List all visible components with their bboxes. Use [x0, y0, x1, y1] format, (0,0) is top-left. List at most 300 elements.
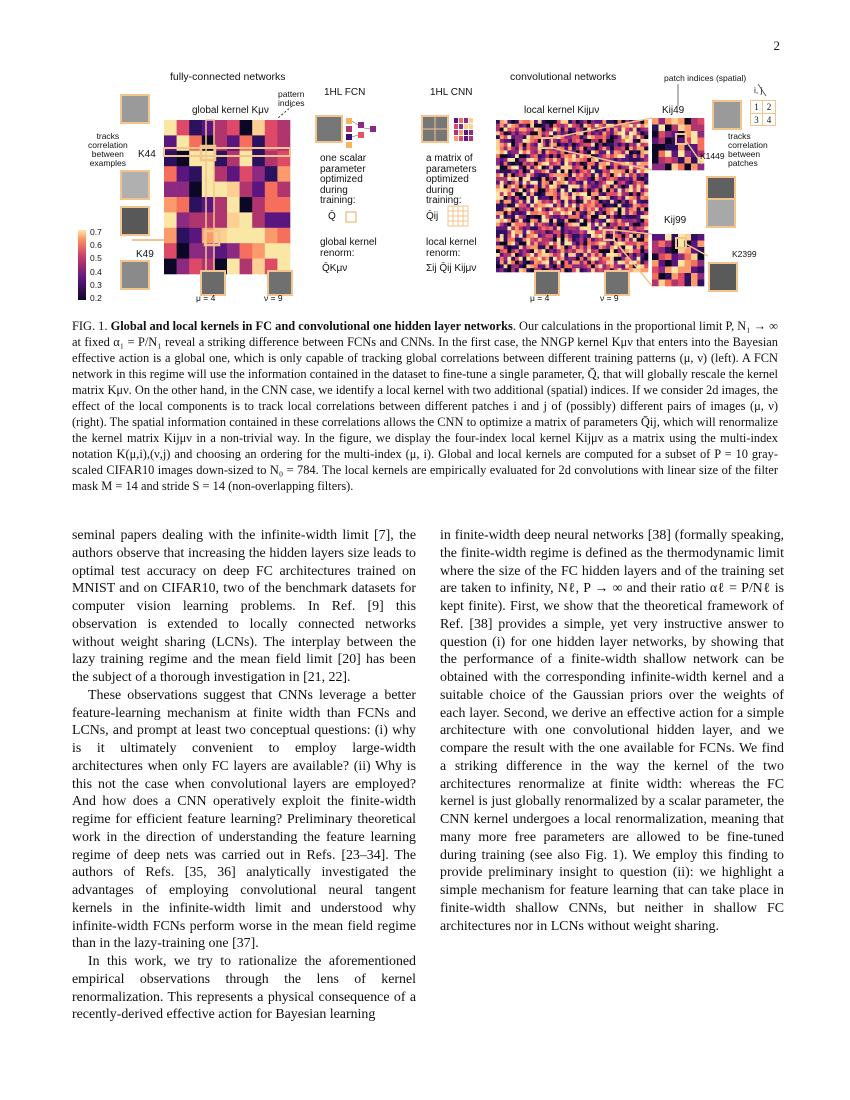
heatmap-cell — [564, 124, 568, 128]
heatmap-cell — [496, 261, 500, 265]
heatmap-cell — [625, 204, 629, 208]
heatmap-cell — [526, 166, 530, 170]
heatmap-cell — [553, 211, 557, 215]
heatmap-cell — [587, 188, 591, 192]
figure-caption — [72, 318, 778, 494]
heatmap-cell — [534, 196, 538, 200]
heatmap-cell — [580, 169, 584, 173]
heatmap-cell — [500, 268, 504, 272]
heatmap-cell — [507, 219, 511, 223]
heatmap-cell — [553, 131, 557, 135]
heatmap-cell — [519, 166, 523, 170]
heatmap-cell — [519, 124, 523, 128]
heatmap-cell — [595, 169, 599, 173]
heatmap-cell — [625, 135, 629, 139]
heatmap-cell — [538, 128, 542, 132]
heatmap-cell — [629, 181, 633, 185]
heatmap-cell — [504, 257, 508, 261]
heatmap-cell — [644, 215, 648, 219]
heatmap-cell — [637, 150, 641, 154]
heatmap-cell — [523, 150, 527, 154]
heatmap-cell — [534, 211, 538, 215]
heatmap-cell — [214, 182, 227, 198]
heatmap-cell — [606, 192, 610, 196]
heatmap-cell — [202, 151, 215, 167]
heatmap-cell — [507, 173, 511, 177]
heatmap-cell — [610, 143, 614, 147]
heatmap-cell — [580, 211, 584, 215]
heatmap-cell — [557, 211, 561, 215]
heatmap-cell — [614, 166, 618, 170]
heatmap-cell — [640, 154, 644, 158]
heatmap-cell — [549, 238, 553, 242]
heatmap-cell — [576, 219, 580, 223]
heatmap-cell — [599, 131, 603, 135]
heatmap-cell — [591, 223, 595, 227]
heatmap-cell — [511, 226, 515, 230]
heatmap-cell — [606, 162, 610, 166]
heatmap-cell — [557, 143, 561, 147]
heatmap-cell — [640, 173, 644, 177]
heatmap-cell — [549, 261, 553, 265]
heatmap-cell — [614, 215, 618, 219]
heatmap-cell — [523, 204, 527, 208]
heatmap-cell — [637, 242, 641, 246]
heatmap-cell — [542, 177, 546, 181]
heatmap-cell — [538, 120, 542, 124]
heatmap-cell — [610, 196, 614, 200]
heatmap-cell — [591, 230, 595, 234]
heatmap-cell — [545, 238, 549, 242]
heatmap-cell — [500, 192, 504, 196]
heatmap-cell — [553, 150, 557, 154]
heatmap-cell — [523, 230, 527, 234]
heatmap-cell — [583, 139, 587, 143]
k99-23-label: K2399 — [732, 249, 757, 259]
heatmap-cell — [177, 228, 190, 244]
heatmap-cell — [526, 257, 530, 261]
heatmap-cell — [637, 238, 641, 242]
heatmap-cell — [576, 120, 580, 124]
heatmap-cell — [177, 166, 190, 182]
heatmap-cell — [523, 158, 527, 162]
heatmap-cell — [576, 226, 580, 230]
heatmap-cell — [621, 207, 625, 211]
heatmap-cell — [629, 139, 633, 143]
heatmap-cell — [564, 173, 568, 177]
heatmap-cell — [538, 162, 542, 166]
heatmap-cell — [553, 158, 557, 162]
heatmap-cell — [538, 204, 542, 208]
heatmap-cell — [557, 131, 561, 135]
heatmap-cell — [511, 120, 515, 124]
heatmap-cell — [500, 264, 504, 268]
heatmap-cell — [164, 151, 177, 167]
heatmap-cell — [625, 261, 629, 265]
heatmap-cell — [629, 264, 633, 268]
heatmap-cell — [576, 257, 580, 261]
heatmap-cell — [572, 261, 576, 265]
heatmap-cell — [640, 249, 644, 253]
heatmap-cell — [564, 242, 568, 246]
heatmap-cell — [572, 242, 576, 246]
heatmap-cell — [621, 223, 625, 227]
heatmap-cell — [568, 226, 572, 230]
heatmap-cell — [549, 242, 553, 246]
heatmap-cell — [507, 226, 511, 230]
mu-label-right: μ = 4 — [530, 293, 550, 303]
heatmap-cell — [614, 196, 618, 200]
heatmap-cell — [534, 185, 538, 189]
heatmap-cell — [568, 162, 572, 166]
heatmap-cell — [564, 253, 568, 257]
heatmap-cell — [511, 150, 515, 154]
heatmap-cell — [633, 219, 637, 223]
heatmap-cell — [599, 166, 603, 170]
heatmap-cell — [530, 139, 534, 143]
heatmap-cell — [504, 128, 508, 132]
heatmap-cell — [614, 257, 618, 261]
heatmap-cell — [507, 200, 511, 204]
heatmap-cell — [637, 162, 641, 166]
heatmap-cell — [599, 200, 603, 204]
heatmap-cell — [500, 128, 504, 132]
heatmap-cell — [523, 196, 527, 200]
heatmap-cell — [625, 124, 629, 128]
heatmap-cell — [595, 230, 599, 234]
heatmap-cell — [672, 151, 679, 158]
heatmap-cell — [614, 192, 618, 196]
heatmap-cell — [496, 268, 500, 272]
heatmap-cell — [587, 196, 591, 200]
heatmap-cell — [530, 249, 534, 253]
heatmap-cell — [618, 128, 622, 132]
heatmap-cell — [587, 124, 591, 128]
fc-title: fully-connected networks — [170, 71, 286, 83]
heatmap-cell — [530, 131, 534, 135]
heatmap-cell — [564, 147, 568, 151]
heatmap-cell — [580, 192, 584, 196]
heatmap-cell — [515, 257, 519, 261]
heatmap-cell — [534, 253, 538, 257]
heatmap-cell — [515, 147, 519, 151]
heatmap-cell — [691, 138, 698, 145]
heatmap-cell — [618, 215, 622, 219]
heatmap-cell — [610, 192, 614, 196]
heatmap-cell — [511, 268, 515, 272]
heatmap-cell — [568, 257, 572, 261]
heatmap-cell — [618, 192, 622, 196]
heatmap-cell — [672, 144, 679, 151]
heatmap-cell — [583, 188, 587, 192]
heatmap-cell — [534, 242, 538, 246]
heatmap-cell — [599, 188, 603, 192]
heatmap-cell — [606, 253, 610, 257]
q-ij-grid — [448, 206, 468, 226]
heatmap-cell — [534, 223, 538, 227]
heatmap-cell — [507, 154, 511, 158]
heatmap-cell — [549, 264, 553, 268]
heatmap-cell — [511, 147, 515, 151]
heatmap-cell — [583, 143, 587, 147]
heatmap-cell — [523, 181, 527, 185]
heatmap-cell — [526, 173, 530, 177]
heatmap-cell — [618, 200, 622, 204]
heatmap-cell — [500, 169, 504, 173]
heatmap-cell — [606, 234, 610, 238]
heatmap-cell — [507, 257, 511, 261]
heatmap-cell — [595, 249, 599, 253]
heatmap-cell — [500, 230, 504, 234]
heatmap-cell — [599, 207, 603, 211]
heatmap-cell — [227, 120, 240, 136]
heatmap-cell — [538, 234, 542, 238]
heatmap-cell — [652, 144, 659, 151]
image-thumb-1 — [120, 94, 150, 124]
heatmap-cell — [580, 185, 584, 189]
heatmap-cell — [542, 242, 546, 246]
heatmap-cell — [610, 166, 614, 170]
heatmap-cell — [549, 131, 553, 135]
heatmap-cell — [629, 249, 633, 253]
heatmap-cell — [549, 158, 553, 162]
heatmap-cell — [678, 280, 685, 287]
heatmap-cell — [553, 242, 557, 246]
heatmap-cell — [633, 135, 637, 139]
heatmap-cell — [610, 177, 614, 181]
heatmap-cell — [526, 188, 530, 192]
heatmap-cell — [564, 158, 568, 162]
heatmap-cell — [640, 234, 644, 238]
heatmap-cell — [549, 223, 553, 227]
heatmap-cell — [545, 177, 549, 181]
heatmap-cell — [644, 143, 648, 147]
heatmap-cell — [568, 238, 572, 242]
heatmap-cell — [678, 157, 685, 164]
heatmap-cell — [564, 211, 568, 215]
heatmap-cell — [644, 264, 648, 268]
heatmap-cell — [511, 257, 515, 261]
heatmap-cell — [568, 177, 572, 181]
heatmap-cell — [511, 177, 515, 181]
heatmap-cell — [561, 204, 565, 208]
heatmap-cell — [637, 253, 641, 257]
heatmap-cell — [500, 162, 504, 166]
heatmap-cell — [580, 162, 584, 166]
heatmap-cell — [652, 125, 659, 132]
heatmap-cell — [602, 207, 606, 211]
heatmap-cell — [252, 197, 265, 213]
heatmap-cell — [587, 207, 591, 211]
heatmap-cell — [591, 257, 595, 261]
heatmap-cell — [519, 143, 523, 147]
heatmap-cell — [496, 223, 500, 227]
heatmap-cell — [519, 257, 523, 261]
heatmap-cell — [606, 128, 610, 132]
heatmap-cell — [587, 139, 591, 143]
heatmap-cell — [637, 223, 641, 227]
heatmap-cell — [587, 158, 591, 162]
heatmap-cell — [665, 151, 672, 158]
heatmap-cell — [614, 181, 618, 185]
heatmap-cell — [523, 139, 527, 143]
heatmap-cell — [553, 238, 557, 242]
heatmap-cell — [602, 120, 606, 124]
heatmap-cell — [202, 212, 215, 228]
heatmap-cell — [530, 204, 534, 208]
heatmap-cell — [580, 207, 584, 211]
heatmap-cell — [633, 173, 637, 177]
heatmap-cell — [500, 173, 504, 177]
heatmap-cell — [526, 204, 530, 208]
heatmap-cell — [534, 261, 538, 265]
heatmap-cell — [511, 234, 515, 238]
heatmap-cell — [568, 196, 572, 200]
heatmap-cell — [519, 261, 523, 265]
heatmap-cell — [618, 188, 622, 192]
heatmap-cell — [610, 135, 614, 139]
heatmap-cell — [504, 230, 508, 234]
heatmap-cell — [530, 150, 534, 154]
heatmap-cell — [545, 264, 549, 268]
heatmap-cell — [561, 242, 565, 246]
heatmap-cell — [587, 234, 591, 238]
heatmap-cell — [177, 182, 190, 198]
heatmap-cell — [621, 188, 625, 192]
heatmap-cell — [542, 249, 546, 253]
heatmap-cell — [629, 135, 633, 139]
heatmap-cell — [610, 200, 614, 204]
heatmap-cell — [576, 162, 580, 166]
heatmap-cell — [511, 181, 515, 185]
heatmap-cell — [507, 242, 511, 246]
heatmap-cell — [602, 169, 606, 173]
heatmap-cell — [576, 230, 580, 234]
heatmap-cell — [672, 241, 679, 248]
heatmap-cell — [614, 147, 618, 151]
heatmap-cell — [496, 226, 500, 230]
heatmap-cell — [523, 249, 527, 253]
figure-1 — [72, 66, 778, 306]
heatmap-cell — [564, 196, 568, 200]
heatmap-cell — [591, 245, 595, 249]
heatmap-cell — [572, 211, 576, 215]
heatmap-cell — [530, 143, 534, 147]
heatmap-cell — [530, 166, 534, 170]
heatmap-cell — [553, 253, 557, 257]
heatmap-cell — [583, 245, 587, 249]
heatmap-cell — [580, 124, 584, 128]
heatmap-cell — [568, 230, 572, 234]
heatmap-cell — [553, 128, 557, 132]
heatmap-cell — [534, 249, 538, 253]
heatmap-cell — [549, 245, 553, 249]
heatmap-cell — [591, 238, 595, 242]
heatmap-cell — [576, 249, 580, 253]
heatmap-cell — [610, 264, 614, 268]
heatmap-cell — [610, 185, 614, 189]
heatmap-cell — [625, 238, 629, 242]
heatmap-cell — [591, 131, 595, 135]
heatmap-cell — [591, 188, 595, 192]
heatmap-cell — [614, 261, 618, 265]
heatmap-cell — [659, 267, 666, 274]
heatmap-cell — [621, 166, 625, 170]
heatmap-cell — [277, 166, 290, 182]
heatmap-cell — [659, 247, 666, 254]
heatmap-cell — [644, 185, 648, 189]
heatmap-cell — [496, 234, 500, 238]
heatmap-cell — [576, 215, 580, 219]
heatmap-cell — [227, 243, 240, 259]
heatmap-cell — [265, 197, 278, 213]
heatmap-cell — [240, 182, 253, 198]
heatmap-cell — [515, 124, 519, 128]
heatmap-cell — [515, 215, 519, 219]
heatmap-cell — [621, 185, 625, 189]
heatmap-cell — [500, 131, 504, 135]
heatmap-cell — [583, 181, 587, 185]
cnn-hidden-unit — [454, 124, 458, 129]
heatmap-cell — [644, 192, 648, 196]
heatmap-cell — [500, 234, 504, 238]
heatmap-cell — [542, 150, 546, 154]
heatmap-cell — [504, 219, 508, 223]
heatmap-cell — [496, 215, 500, 219]
heatmap-cell — [500, 249, 504, 253]
heatmap-cell — [678, 273, 685, 280]
heatmap-cell — [633, 223, 637, 227]
heatmap-cell — [561, 128, 565, 132]
heatmap-cell — [515, 177, 519, 181]
heatmap-cell — [633, 249, 637, 253]
cnn-hidden-unit — [454, 130, 458, 135]
heatmap-cell — [637, 147, 641, 151]
heatmap-cell — [545, 158, 549, 162]
heatmap-cell — [644, 147, 648, 151]
heatmap-cell — [530, 261, 534, 265]
heatmap-cell — [526, 169, 530, 173]
heatmap-cell — [621, 135, 625, 139]
heatmap-cell — [602, 166, 606, 170]
heatmap-cell — [591, 162, 595, 166]
heatmap-cell — [515, 234, 519, 238]
heatmap-cell — [644, 226, 648, 230]
heatmap-cell — [665, 118, 672, 125]
heatmap-cell — [572, 226, 576, 230]
heatmap-cell — [519, 147, 523, 151]
heatmap-cell — [568, 181, 572, 185]
heatmap-cell — [583, 211, 587, 215]
heatmap-cell — [606, 204, 610, 208]
heatmap-cell — [240, 259, 253, 275]
heatmap-cell — [618, 261, 622, 265]
cnn-matrix-note: a matrix of parameters optimized during training: — [426, 153, 477, 206]
heatmap-cell — [595, 139, 599, 143]
heatmap-cell — [519, 150, 523, 154]
heatmap-cell — [644, 196, 648, 200]
heatmap-cell — [618, 185, 622, 189]
heatmap-cell — [591, 249, 595, 253]
heatmap-cell — [614, 150, 618, 154]
heatmap-cell — [637, 128, 641, 132]
heatmap-cell — [591, 181, 595, 185]
heatmap-cell — [595, 242, 599, 246]
heatmap-cell — [618, 264, 622, 268]
heatmap-cell — [530, 211, 534, 215]
heatmap-cell — [610, 162, 614, 166]
heatmap-cell — [515, 200, 519, 204]
